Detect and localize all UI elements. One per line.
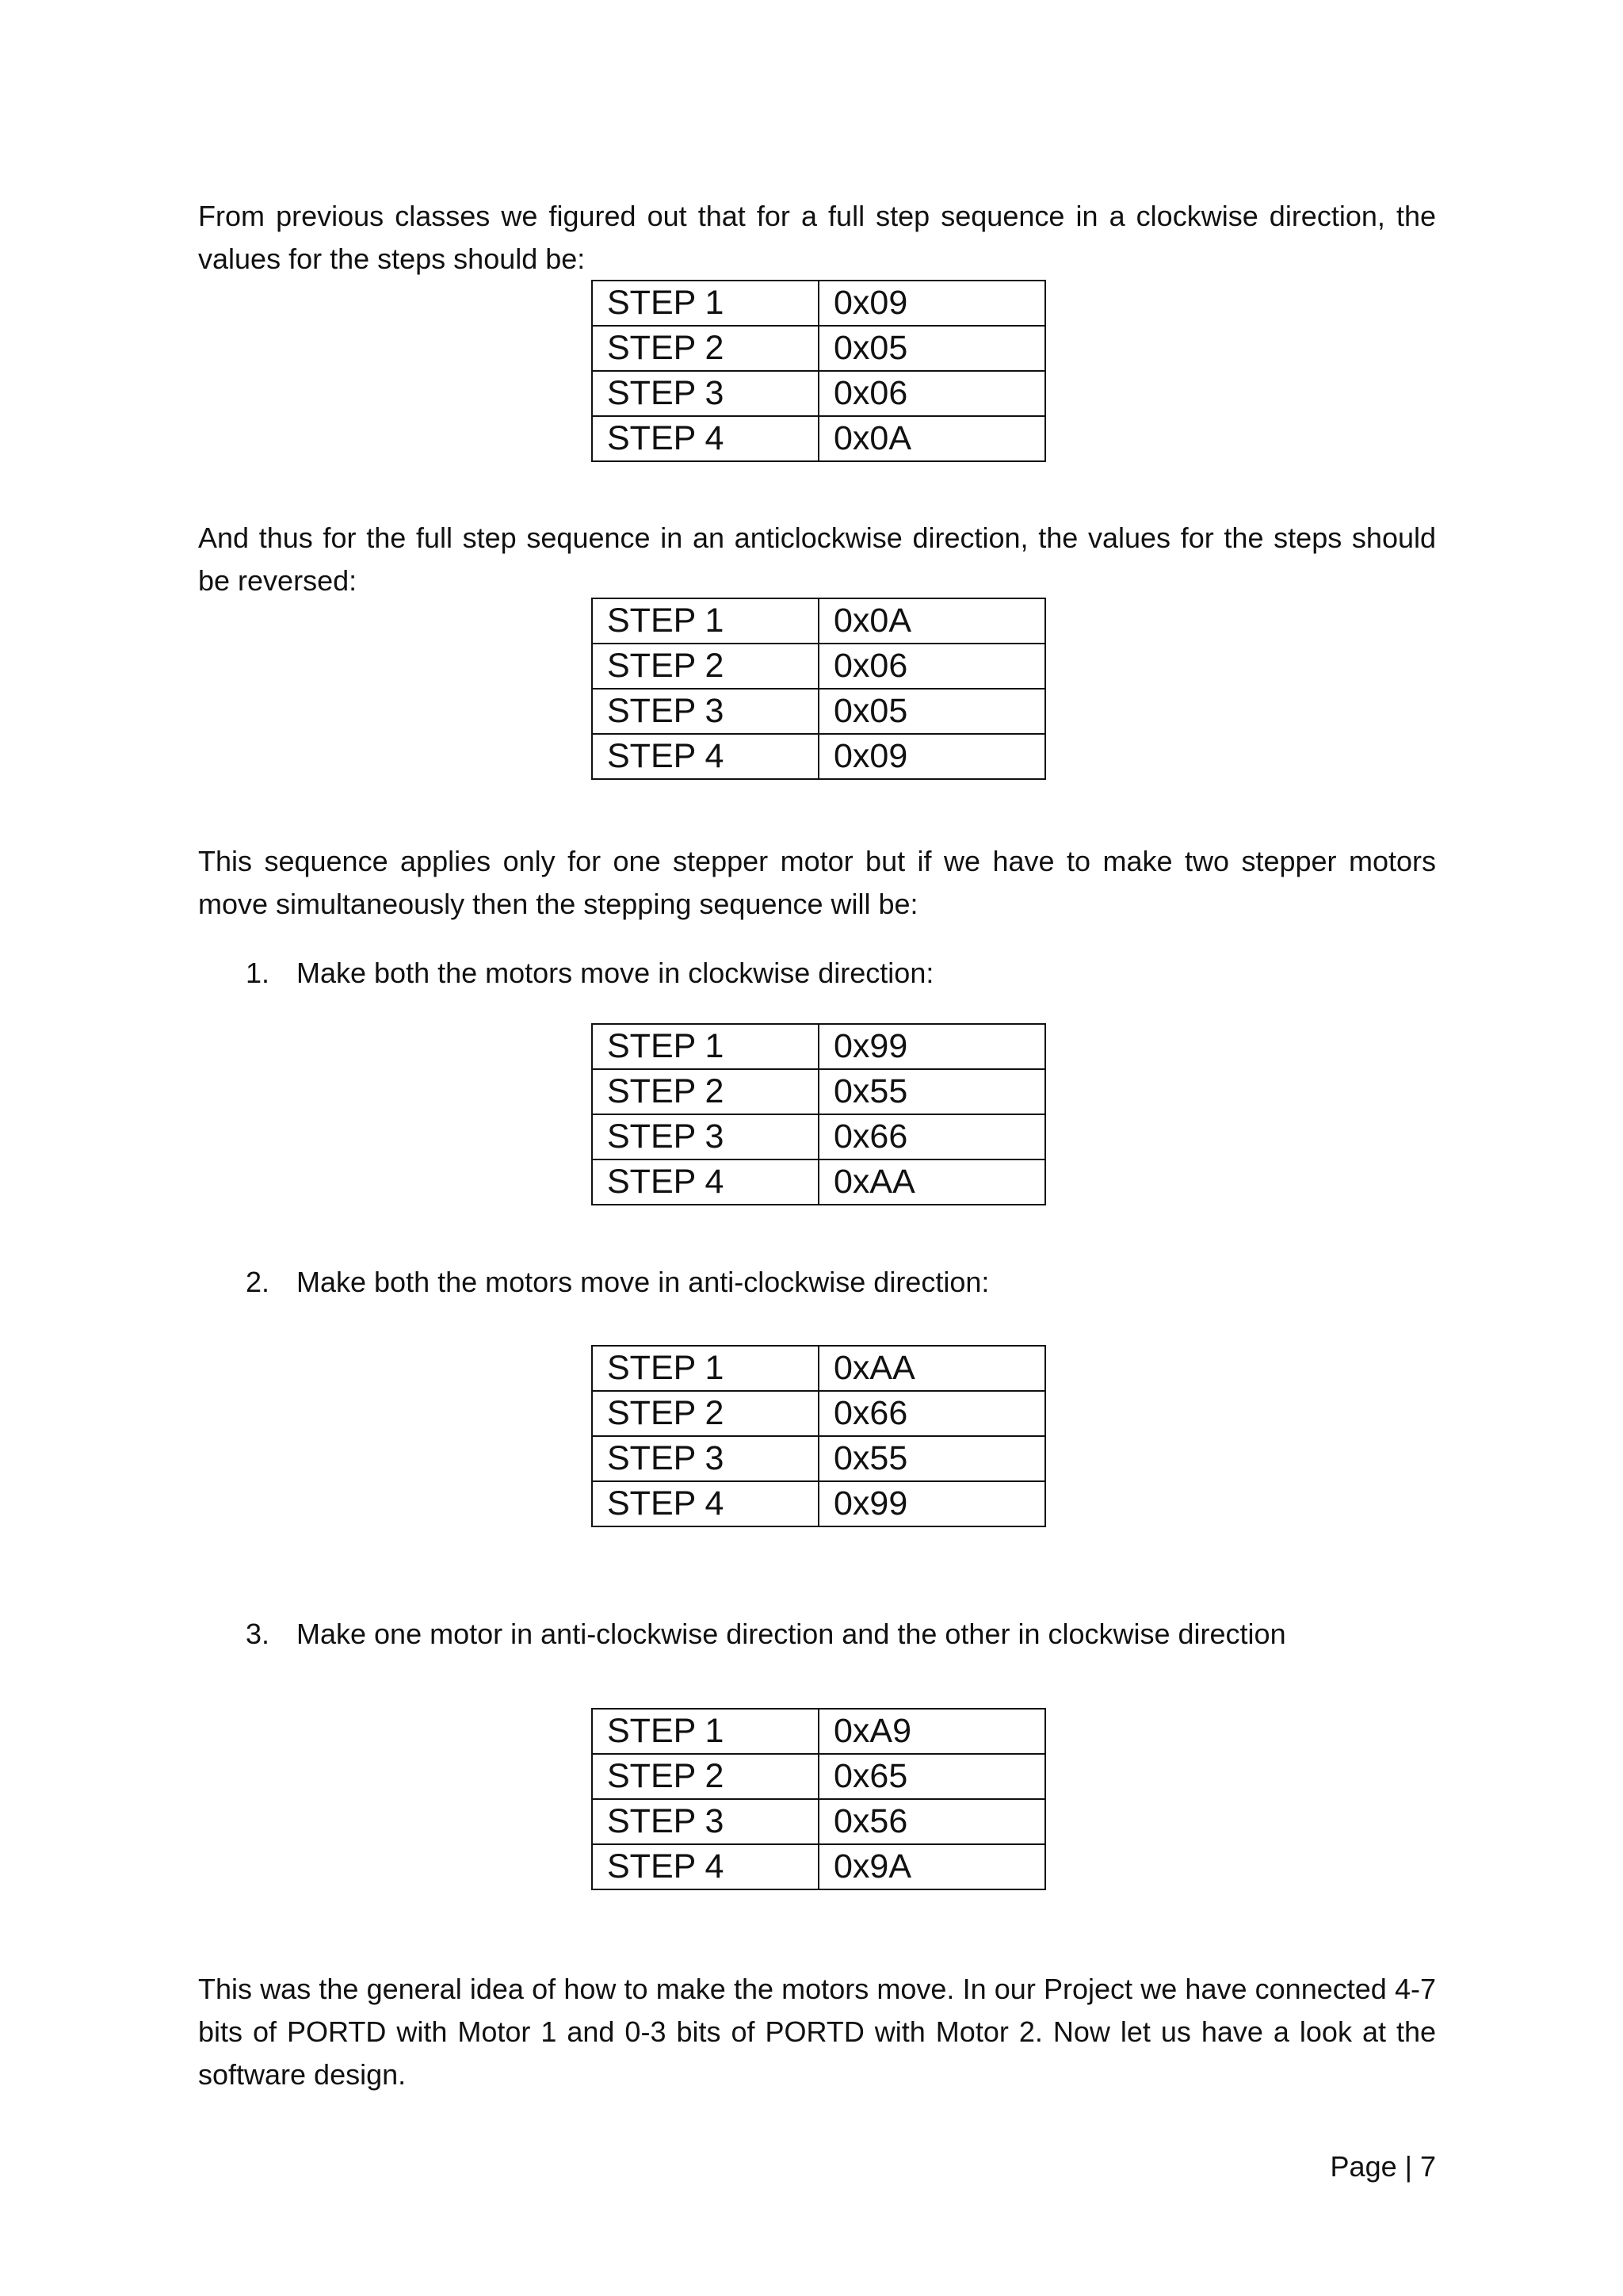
- table-both-clockwise: [591, 1023, 1046, 1205]
- step-value: 0x65: [819, 1754, 1045, 1799]
- step-value: 0x05: [819, 326, 1045, 371]
- list-item-2: [246, 1261, 989, 1304]
- step-label: STEP 1: [592, 1024, 819, 1069]
- step-value: 0x06: [819, 644, 1045, 689]
- step-label: STEP 2: [592, 1391, 819, 1436]
- step-label: STEP 3: [592, 371, 819, 416]
- table-anticlockwise-single: [591, 598, 1046, 780]
- table-row: [592, 689, 1045, 734]
- table-row: [592, 1391, 1045, 1436]
- step-label: STEP 3: [592, 689, 819, 734]
- step-value: 0xAA: [819, 1159, 1045, 1205]
- step-value: 0x0A: [819, 598, 1045, 644]
- list-item-3: [246, 1613, 1286, 1656]
- table-row: [592, 1436, 1045, 1481]
- table-both-anticlockwise: [591, 1345, 1046, 1527]
- table-row: [592, 1114, 1045, 1159]
- step-value: 0x99: [819, 1024, 1045, 1069]
- table-row: [592, 1346, 1045, 1391]
- paragraph-two-motors: This sequence applies only for one stepper motor but if we have to make two stepper motors move simultaneously then the stepping sequence will be:: [198, 845, 1436, 920]
- table-row: [592, 416, 1045, 461]
- table-row: [592, 326, 1045, 371]
- table-row: [592, 1481, 1045, 1526]
- paragraph-intro-clockwise: From previous classes we figured out that for a full step sequence in a clockwise direction, the values for the steps should be:: [198, 200, 1436, 275]
- step-value: 0x55: [819, 1069, 1045, 1114]
- paragraph-anticlockwise: And thus for the full step sequence in an anticlockwise direction, the values for the steps should be reversed:: [198, 521, 1436, 597]
- step-label: STEP 2: [592, 1754, 819, 1799]
- list-text: Make both the motors move in anti-clockwise direction:: [296, 1266, 990, 1298]
- page-number: Page | 7: [1330, 2150, 1436, 2183]
- table-row: [592, 644, 1045, 689]
- list-number: 3.: [246, 1618, 270, 1650]
- step-value: 0x66: [819, 1114, 1045, 1159]
- table-row: [592, 598, 1045, 644]
- table-row: [592, 1069, 1045, 1114]
- step-value: 0xAA: [819, 1346, 1045, 1391]
- table-mixed-direction: [591, 1708, 1046, 1890]
- step-label: STEP 3: [592, 1114, 819, 1159]
- step-label: STEP 1: [592, 1709, 819, 1754]
- step-label: STEP 4: [592, 1844, 819, 1889]
- table-row: [592, 371, 1045, 416]
- step-label: STEP 1: [592, 1346, 819, 1391]
- step-value: 0x05: [819, 689, 1045, 734]
- list-text: Make one motor in anti-clockwise direction and the other in clockwise direction: [296, 1618, 1286, 1650]
- table-clockwise-single: [591, 280, 1046, 462]
- paragraph-conclusion: This was the general idea of how to make the motors move. In our Project we have connected 4-7 bits of PORTD with Motor 1 and 0-3 bits of PORTD with Motor 2. Now let us have a look at the software design.: [198, 1973, 1436, 2091]
- step-label: STEP 1: [592, 598, 819, 644]
- step-label: STEP 3: [592, 1436, 819, 1481]
- step-label: STEP 4: [592, 1481, 819, 1526]
- step-value: 0x55: [819, 1436, 1045, 1481]
- step-label: STEP 4: [592, 1159, 819, 1205]
- table-row: [592, 1799, 1045, 1844]
- step-label: STEP 2: [592, 1069, 819, 1114]
- list-text: Make both the motors move in clockwise direction:: [296, 957, 934, 989]
- step-label: STEP 4: [592, 416, 819, 461]
- list-number: 2.: [246, 1266, 270, 1298]
- step-value: 0x56: [819, 1799, 1045, 1844]
- table-row: [592, 1844, 1045, 1889]
- step-label: STEP 2: [592, 326, 819, 371]
- table-row: [592, 734, 1045, 779]
- step-value: 0x06: [819, 371, 1045, 416]
- table-row: [592, 1709, 1045, 1754]
- step-value: 0x09: [819, 734, 1045, 779]
- table-row: [592, 1024, 1045, 1069]
- table-row: [592, 1159, 1045, 1205]
- table-row: [592, 281, 1045, 326]
- step-label: STEP 2: [592, 644, 819, 689]
- step-value: 0x9A: [819, 1844, 1045, 1889]
- step-value: 0x99: [819, 1481, 1045, 1526]
- list-item-1: [246, 952, 934, 995]
- step-value: 0x0A: [819, 416, 1045, 461]
- step-value: 0x09: [819, 281, 1045, 326]
- list-number: 1.: [246, 957, 270, 989]
- step-label: STEP 1: [592, 281, 819, 326]
- step-label: STEP 4: [592, 734, 819, 779]
- step-value: 0x66: [819, 1391, 1045, 1436]
- step-value: 0xA9: [819, 1709, 1045, 1754]
- step-label: STEP 3: [592, 1799, 819, 1844]
- table-row: [592, 1754, 1045, 1799]
